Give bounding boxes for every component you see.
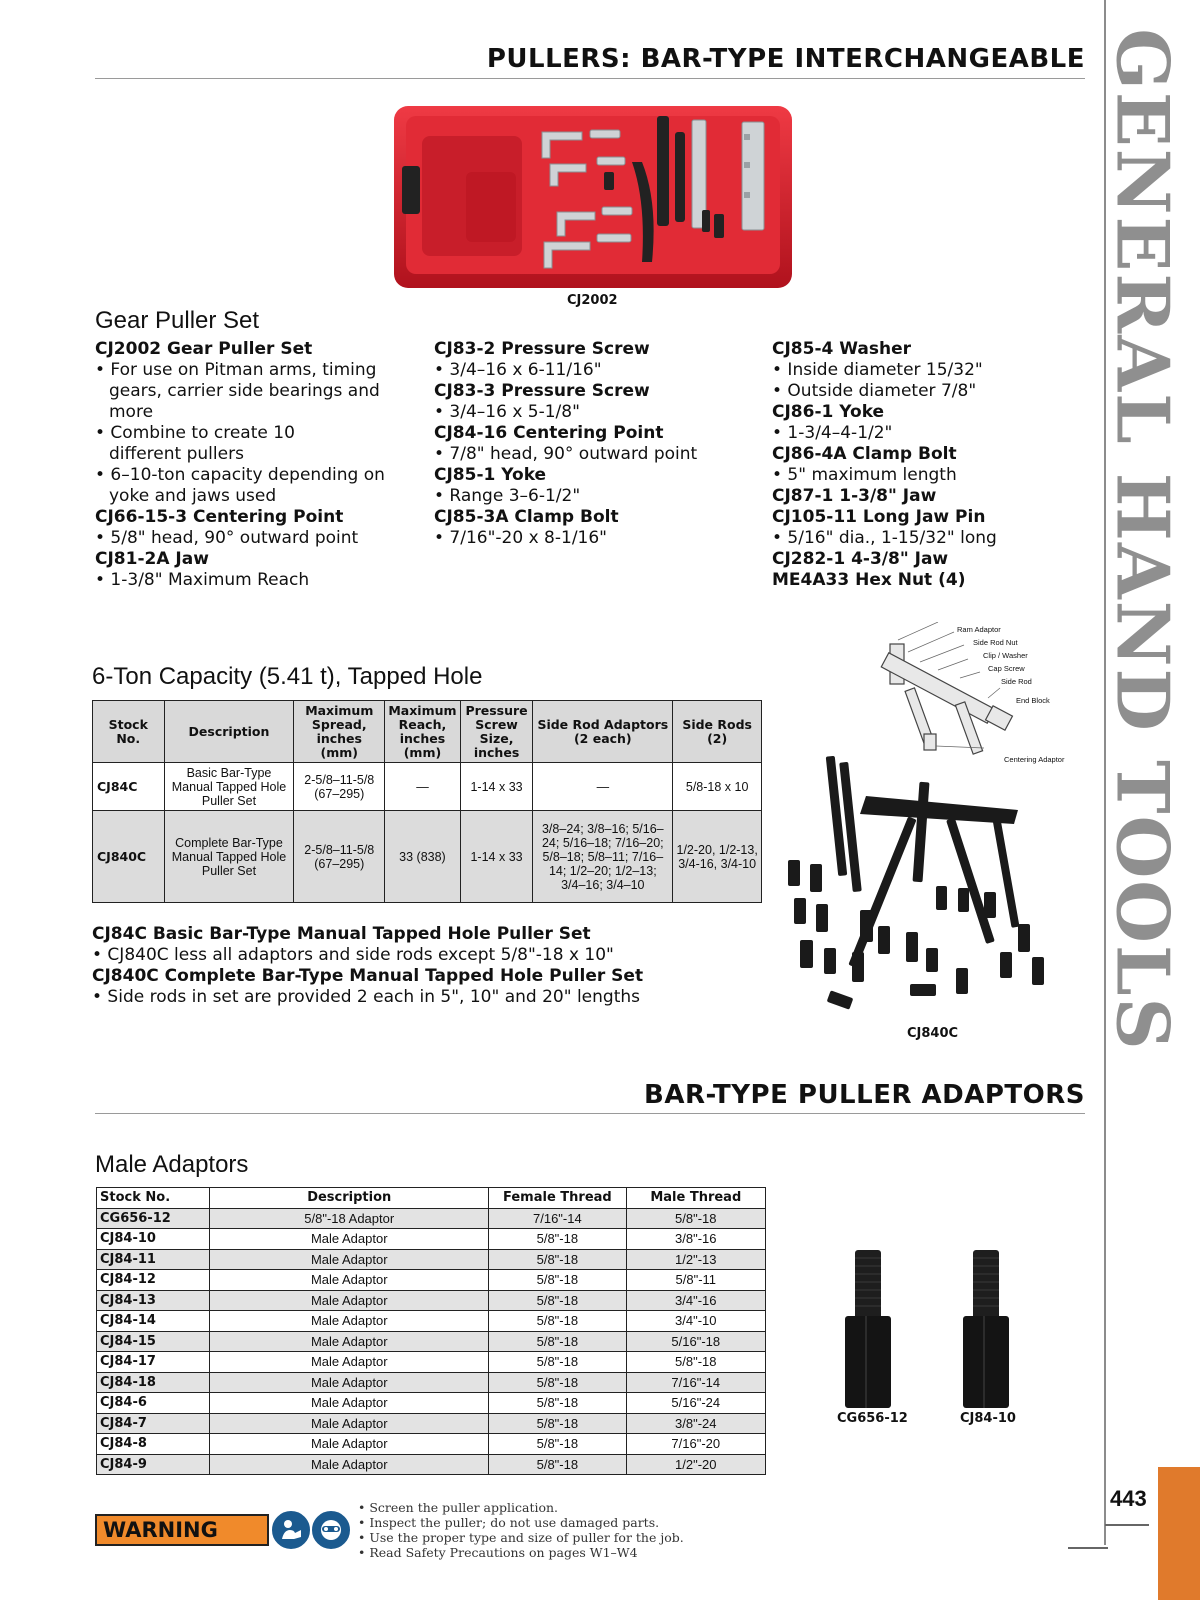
- col-header-stock: Stock No.: [93, 701, 165, 763]
- item-bullet: • 3/4–16 x 5-1/8": [434, 402, 580, 422]
- item-title: CJ2002 Gear Puller Set: [95, 339, 313, 359]
- item-bullet: • Range 3–6-1/2": [434, 486, 581, 506]
- six-ton-spec-table: [92, 700, 762, 903]
- table-cell-description: Male Adaptor: [210, 1454, 489, 1475]
- male-adaptors-table: [96, 1187, 766, 1475]
- gear-set-column-1: [95, 339, 395, 591]
- table-cell-male-thread: 3/4"-10: [626, 1311, 765, 1332]
- table-cell-reach: —: [385, 763, 461, 811]
- table-cell-description: Male Adaptor: [210, 1331, 489, 1352]
- table-cell-male-thread: 5/8"-11: [626, 1270, 765, 1291]
- warning-text: WARNING: [103, 1518, 218, 1542]
- table-cell-stock: CJ84-7: [97, 1413, 210, 1434]
- gear-set-image-caption: CJ2002: [567, 293, 618, 308]
- col-header-rods: Side Rods (2): [673, 701, 762, 763]
- table-cell-stock: CJ84-12: [97, 1270, 210, 1291]
- item-title: CJ282-1 4-3/8" Jaw: [772, 549, 949, 569]
- table-cell-female-thread: 5/8"-18: [489, 1331, 626, 1352]
- item-title: CJ87-1 1-3/8" Jaw: [772, 486, 937, 506]
- table-cell-male-thread: 7/16"-20: [626, 1434, 765, 1455]
- table-row: [97, 1413, 766, 1434]
- table-cell-description: Male Adaptor: [210, 1372, 489, 1393]
- table-cell-female-thread: 5/8"-18: [489, 1249, 626, 1270]
- col-header-female-thread: Female Thread: [489, 1188, 626, 1209]
- warning-item: • Screen the puller application.: [358, 1500, 559, 1515]
- cj84-10-caption: CJ84-10: [960, 1411, 1016, 1426]
- col-header-screw: Pressure Screw Size, inches: [460, 701, 533, 763]
- item-bullet: • Inside diameter 15/32": [772, 360, 983, 380]
- item-title: CJ85-4 Washer: [772, 339, 912, 359]
- col-header-reach: Maximum Reach, inches (mm): [385, 701, 461, 763]
- male-adaptors-heading: Male Adaptors: [95, 1151, 249, 1178]
- col-header-male-thread: Male Thread: [626, 1188, 765, 1209]
- cj84-10-adaptor-image: [961, 1250, 1011, 1410]
- table-cell-description: Basic Bar-Type Manual Tapped Hole Puller Set: [164, 763, 294, 811]
- item-title: CJ86-4A Clamp Bolt: [772, 444, 957, 464]
- table-row: [97, 1372, 766, 1393]
- item-title: CJ86-1 Yoke: [772, 402, 885, 422]
- item-bullet: • 1-3/8" Maximum Reach: [95, 570, 310, 590]
- six-ton-notes: [92, 924, 643, 1008]
- col-header-description: Description: [164, 701, 294, 763]
- table-row: [97, 1290, 766, 1311]
- item-bullet: • 5" maximum length: [772, 465, 957, 485]
- table-cell-male-thread: 5/16"-18: [626, 1331, 765, 1352]
- table-cell-screw: 1-14 x 33: [460, 763, 533, 811]
- table-cell-female-thread: 5/8"-18: [489, 1352, 626, 1373]
- warning-item: • Use the proper type and size of puller for the job.: [358, 1530, 684, 1545]
- warning-item: • Read Safety Precautions on pages W1–W4: [358, 1545, 638, 1560]
- diagram-label-ram-adaptor: Ram Adaptor: [957, 625, 1001, 634]
- item-title: CJ83-3 Pressure Screw: [434, 381, 650, 401]
- warning-list: [358, 1500, 684, 1560]
- diagram-label-centering-adaptor: Centering Adaptor: [1004, 755, 1065, 764]
- gear-set-column-2: [434, 339, 754, 549]
- table-cell-description: Complete Bar-Type Manual Tapped Hole Puller Set: [164, 811, 294, 903]
- table-row: [97, 1208, 766, 1229]
- item-bullet: • For use on Pitman arms, timing gears, carrier side bearings and more: [95, 360, 380, 422]
- item-title: CJ84-16 Centering Point: [434, 423, 664, 443]
- table-cell-stock: CJ84-8: [97, 1434, 210, 1455]
- table-row: [97, 1352, 766, 1373]
- gear-set-heading: Gear Puller Set: [95, 307, 260, 334]
- table-cell-male-thread: 3/8"-24: [626, 1413, 765, 1434]
- table-cell-stock: CJ840C: [93, 811, 165, 903]
- diagram-label-cap-screw: Cap Screw: [988, 664, 1025, 673]
- table-cell-male-thread: 5/8"-18: [626, 1208, 765, 1229]
- table-cell-female-thread: 7/16"-14: [489, 1208, 626, 1229]
- table-cell-female-thread: 5/8"-18: [489, 1229, 626, 1250]
- table-cell-female-thread: 5/8"-18: [489, 1413, 626, 1434]
- table-cell-rods: 1/2-20, 1/2-13, 3/4-16, 3/4-10: [673, 811, 762, 903]
- table-cell-stock: CG656-12: [97, 1208, 210, 1229]
- cg656-12-adaptor-image: [843, 1250, 893, 1410]
- item-title: CJ85-3A Clamp Bolt: [434, 507, 619, 527]
- table-cell-male-thread: 5/8"-18: [626, 1352, 765, 1373]
- table-cell-description: Male Adaptor: [210, 1249, 489, 1270]
- item-bullet: • 5/16" dia., 1-15/32" long: [772, 528, 997, 548]
- eye-protection-icon: [312, 1511, 350, 1549]
- footer-rule: [1068, 1547, 1108, 1549]
- table-cell-description: Male Adaptor: [210, 1352, 489, 1373]
- gear-set-column-3: [772, 339, 1082, 591]
- table-cell-stock: CJ84-6: [97, 1393, 210, 1414]
- item-bullet: • 7/8" head, 90° outward point: [434, 444, 698, 464]
- col-header-stock: Stock No.: [97, 1188, 210, 1209]
- page-number-rule: [1105, 1524, 1149, 1526]
- table-cell-female-thread: 5/8"-18: [489, 1434, 626, 1455]
- cj840c-kit-image: [788, 752, 1078, 1022]
- table-cell-spread: 2-5/8–11-5/8 (67–295): [294, 811, 385, 903]
- page-title: PULLERS: BAR-TYPE INTERCHANGEABLE: [486, 44, 1085, 74]
- col-header-adaptors: Side Rod Adaptors (2 each): [533, 701, 673, 763]
- adaptors-title-rule: [95, 1113, 1085, 1114]
- col-header-description: Description: [210, 1188, 489, 1209]
- note-title: CJ84C Basic Bar-Type Manual Tapped Hole Puller Set: [92, 924, 591, 944]
- item-bullet: • 6–10-ton capacity depending on yoke and jaws used: [95, 465, 385, 506]
- table-cell-stock: CJ84-11: [97, 1249, 210, 1270]
- item-title: CJ83-2 Pressure Screw: [434, 339, 650, 359]
- item-bullet: • Combine to create 10 different pullers: [95, 423, 295, 464]
- item-title: CJ85-1 Yoke: [434, 465, 547, 485]
- read-manual-icon: [272, 1511, 310, 1549]
- cj840c-image-caption: CJ840C: [907, 1026, 959, 1041]
- item-title: ME4A33 Hex Nut (4): [772, 570, 966, 590]
- table-cell-stock: CJ84-9: [97, 1454, 210, 1475]
- table-cell-description: Male Adaptor: [210, 1229, 489, 1250]
- table-cell-reach: 33 (838): [385, 811, 461, 903]
- item-bullet: • 1-3/4–4-1/2": [772, 423, 893, 443]
- table-row: [97, 1434, 766, 1455]
- gear-puller-set-image: [392, 102, 796, 294]
- item-title: CJ66-15-3 Centering Point: [95, 507, 344, 527]
- table-cell-female-thread: 5/8"-18: [489, 1372, 626, 1393]
- note-bullet: • Side rods in set are provided 2 each in 5", 10" and 20" lengths: [92, 987, 640, 1007]
- table-row: [97, 1311, 766, 1332]
- table-cell-stock: CJ84C: [93, 763, 165, 811]
- table-cell-female-thread: 5/8"-18: [489, 1270, 626, 1291]
- table-cell-description: Male Adaptor: [210, 1434, 489, 1455]
- diagram-label-clip-washer: Clip / Washer: [983, 651, 1028, 660]
- warning-label: [95, 1514, 269, 1546]
- table-cell-female-thread: 5/8"-18: [489, 1290, 626, 1311]
- table-cell-description: Male Adaptor: [210, 1393, 489, 1414]
- side-section-title: GENERAL HAND TOOLS: [1100, 28, 1186, 1052]
- six-ton-heading: 6-Ton Capacity (5.41 t), Tapped Hole: [92, 663, 483, 690]
- adaptors-section-title: BAR-TYPE PULLER ADAPTORS: [644, 1080, 1085, 1110]
- page-tab-accent: [1158, 1467, 1200, 1600]
- item-title: CJ105-11 Long Jaw Pin: [772, 507, 986, 527]
- table-cell-male-thread: 3/8"-16: [626, 1229, 765, 1250]
- table-cell-stock: CJ84-18: [97, 1372, 210, 1393]
- table-cell-spread: 2-5/8–11-5/8 (67–295): [294, 763, 385, 811]
- note-bullet: • CJ840C less all adaptors and side rods except 5/8"-18 x 10": [92, 945, 614, 965]
- table-cell-description: Male Adaptor: [210, 1311, 489, 1332]
- item-bullet: • 5/8" head, 90° outward point: [95, 528, 359, 548]
- item-bullet: • 3/4–16 x 6-11/16": [434, 360, 602, 380]
- warning-item: • Inspect the puller; do not use damaged parts.: [358, 1515, 660, 1530]
- table-cell-male-thread: 1/2"-13: [626, 1249, 765, 1270]
- table-cell-stock: CJ84-17: [97, 1352, 210, 1373]
- table-cell-male-thread: 7/16"-14: [626, 1372, 765, 1393]
- diagram-label-side-rod: Side Rod: [1001, 677, 1032, 686]
- page-title-rule: [95, 78, 1085, 79]
- table-row: [97, 1454, 766, 1475]
- table-cell-female-thread: 5/8"-18: [489, 1454, 626, 1475]
- diagram-label-side-rod-nut: Side Rod Nut: [973, 638, 1018, 647]
- table-cell-female-thread: 5/8"-18: [489, 1393, 626, 1414]
- table-cell-adaptors: —: [533, 763, 673, 811]
- diagram-label-end-block: End Block: [1016, 696, 1050, 705]
- table-row: [97, 1393, 766, 1414]
- table-cell-screw: 1-14 x 33: [460, 811, 533, 903]
- table-row: [97, 1249, 766, 1270]
- item-bullet: • 7/16"-20 x 8-1/16": [434, 528, 608, 548]
- table-row: [97, 1270, 766, 1291]
- table-row: [97, 1229, 766, 1250]
- note-title: CJ840C Complete Bar-Type Manual Tapped Hole Puller Set: [92, 966, 644, 986]
- table-cell-stock: CJ84-10: [97, 1229, 210, 1250]
- item-title: CJ81-2A Jaw: [95, 549, 209, 569]
- table-cell-description: Male Adaptor: [210, 1413, 489, 1434]
- table-cell-stock: CJ84-13: [97, 1290, 210, 1311]
- table-cell-stock: CJ84-15: [97, 1331, 210, 1352]
- table-cell-adaptors: 3/8–24; 3/8–16; 5/16–24; 5/16–18; 7/16–20; 5/8–18; 5/8–11; 7/16–14; 1/2–20; 1/2–13; 3/4–16; 3/4–10: [533, 811, 673, 903]
- table-row: [97, 1331, 766, 1352]
- col-header-spread: Maximum Spread, inches (mm): [294, 701, 385, 763]
- table-cell-male-thread: 5/16"-24: [626, 1393, 765, 1414]
- page-number: 443: [1110, 1486, 1147, 1511]
- item-bullet: • Outside diameter 7/8": [772, 381, 977, 401]
- cg656-12-caption: CG656-12: [837, 1411, 908, 1426]
- table-cell-rods: 5/8-18 x 10: [673, 763, 762, 811]
- table-cell-description: 5/8"-18 Adaptor: [210, 1208, 489, 1229]
- table-cell-male-thread: 3/4"-16: [626, 1290, 765, 1311]
- table-cell-stock: CJ84-14: [97, 1311, 210, 1332]
- table-cell-description: Male Adaptor: [210, 1290, 489, 1311]
- table-cell-male-thread: 1/2"-20: [626, 1454, 765, 1475]
- table-cell-female-thread: 5/8"-18: [489, 1311, 626, 1332]
- table-cell-description: Male Adaptor: [210, 1270, 489, 1291]
